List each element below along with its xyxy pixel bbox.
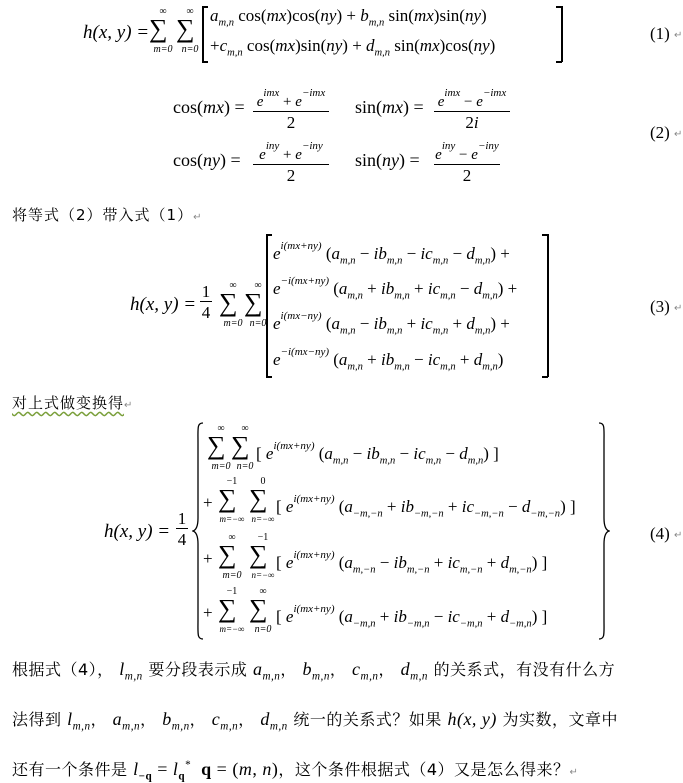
eq1-lhs: h(x, y) = — [83, 22, 150, 43]
sum-symbol: ∑ — [231, 431, 250, 460]
sum-upper: ∞ — [254, 280, 262, 291]
question-line-3: 还有一个条件是 $l_{-q} = l_q^*$ q = (m, n)，这个条件根据式（4）又是怎么得来？↵ — [12, 759, 579, 783]
sum-upper: ∞ — [229, 280, 237, 291]
equation-label: (3) — [650, 297, 670, 316]
equation-label: (2) — [650, 123, 670, 142]
sum-symbol: ∑ — [218, 484, 237, 513]
eq3-lhs: h(x, y) = — [130, 294, 197, 315]
sum-lower: m=0 — [223, 318, 243, 329]
sum-lower: n=0 — [181, 44, 199, 55]
sum-upper: ∞ — [241, 423, 249, 434]
eq4-row2: [ $e^{i(mx+ny)}$ $(a_{-m,-n} + ib_{-m,-n} + ic_{-m,-n} - d_{-m,-n})$ ] — [276, 493, 576, 520]
sin-ny: sin(ny) = — [355, 150, 420, 170]
sum-upper: ∞ — [259, 586, 267, 597]
sum-symbol: ∑ — [207, 431, 226, 460]
return-mark: ↵ — [193, 212, 203, 223]
right-brace — [598, 422, 610, 640]
eq3-row4: $e^{-i(mx-ny)}$ $(a_{m,n} + ib_{m,n} - ic_{m,n} + d_{m,n})$ — [273, 346, 504, 373]
equation-label: (4) — [650, 524, 670, 543]
sum-symbol: ∑ — [249, 484, 268, 513]
eq4-row4: [ $e^{i(mx+ny)}$ $(a_{-m,n} + ib_{-m,n} - ic_{-m,n} + d_{-m,n})$ ] — [276, 603, 548, 630]
sum-upper: −1 — [226, 586, 238, 597]
sum-lower: m=0 — [211, 461, 231, 472]
return-mark: ↵ — [569, 767, 579, 778]
eq1-row2: $+c_{m,n}$ $\cos(mx)\sin(ny) + d_{m,n}$ sin(mx)cos(ny) — [210, 36, 496, 59]
sum-symbol: ∑ — [249, 594, 268, 623]
sum-upper: −1 — [226, 476, 238, 487]
eq4-lhs: h(x, y) = — [104, 521, 171, 542]
fraction: 1 4 — [201, 282, 211, 322]
return-mark: ↵ — [674, 129, 683, 140]
sum-upper: ∞ — [159, 6, 167, 17]
sum-upper: ∞ — [186, 6, 194, 17]
eq4-row3: [ $e^{i(mx+ny)}$ $(a_{m,-n} - ib_{m,-n} + ic_{m,-n} + d_{m,-n})$ ] — [276, 549, 548, 576]
sum-symbol: ∑ — [176, 14, 195, 43]
sum-symbol: ∑ — [219, 288, 238, 317]
eq3-row1: $e^{i(mx+ny)}$ $(a_{m,n} - ib_{m,n} - ic_{m,n} - d_{m,n})$ + — [273, 240, 510, 267]
fraction: $e^{iny} - e^{-iny}$ 2 — [435, 140, 499, 185]
paragraph-transform — [12, 392, 133, 413]
eq3-row3: $e^{i(mx-ny)}$ $(a_{m,n} - ib_{m,n} + ic_{m,n} + d_{m,n})$ + — [273, 310, 510, 337]
sum-lower: n=0 — [236, 461, 254, 472]
sum-lower: m=−∞ — [219, 514, 245, 524]
sum-symbol: ∑ — [218, 540, 237, 569]
cos-mx: cos(mx) = — [173, 97, 245, 117]
paragraph-text: 将等式（2）带入式（1） — [12, 206, 194, 224]
eq3-row2: $e^{-i(mx+ny)}$ $(a_{m,n} + ib_{m,n} + ic_{m,n} - d_{m,n})$ + — [273, 275, 518, 302]
return-mark: ↵ — [674, 303, 683, 314]
sum-lower: n=0 — [249, 318, 267, 329]
sum-lower: n=0 — [254, 624, 272, 635]
question-line-1: 根据式（4）， $l_{m,n}$ 要分段表示成 $a_{m,n}$， $b_{m,n}$， $c_{m,n}$， $d_{m,n}$ 的关系式，有没有什么方 — [12, 659, 616, 683]
paragraph-substitute — [12, 204, 202, 225]
sum-lower: n=−∞ — [251, 570, 275, 580]
sum-upper: ∞ — [228, 532, 236, 543]
sin-mx: sin(mx) = — [355, 97, 424, 117]
sum-symbol: ∑ — [149, 14, 168, 43]
fraction: 1 4 — [177, 509, 187, 549]
sum-lower: m=0 — [222, 570, 242, 581]
sum-upper: −1 — [257, 532, 269, 543]
fraction: $e^{imx} - e^{-imx}$ 2i — [432, 84, 512, 134]
sum-upper: ∞ — [217, 423, 225, 434]
return-mark: ↵ — [674, 30, 683, 41]
eq4-row1: [ $e^{i(mx+ny)}$ $(a_{m,n} - ib_{m,n} - ic_{m,n} - d_{m,n})$ ] — [256, 440, 499, 467]
return-mark: ↵ — [124, 400, 134, 411]
sum-upper: 0 — [260, 476, 266, 487]
equation-label: (1) — [650, 24, 670, 43]
fraction: $e^{iny} + e^{-iny}$ 2 — [251, 137, 331, 187]
eq1-row1: $a_{m,n}$ $\cos(mx)\cos(ny) + b_{m,n}$ sin(mx)sin(ny) — [210, 6, 487, 29]
sum-lower: m=−∞ — [219, 624, 245, 634]
return-mark: ↵ — [674, 530, 683, 541]
sum-lower: m=0 — [153, 44, 173, 55]
sum-symbol: ∑ — [249, 540, 268, 569]
question-line-2: 法得到 $l_{m,n}$， $a_{m,n}$， $b_{m,n}$， $c_{m,n}$， $d_{m,n}$ 统一的关系式？如果 h(x, y) 为实数，文章中 — [12, 709, 619, 733]
paragraph-text: 对上式做变换得 — [12, 394, 125, 412]
cos-ny: cos(ny) = — [173, 150, 241, 170]
fraction: $e^{imx} + e^{-imx}$ 2 — [251, 84, 331, 134]
sum-lower: n=−∞ — [251, 514, 275, 524]
sum-symbol: ∑ — [244, 288, 263, 317]
sum-symbol: ∑ — [218, 594, 237, 623]
